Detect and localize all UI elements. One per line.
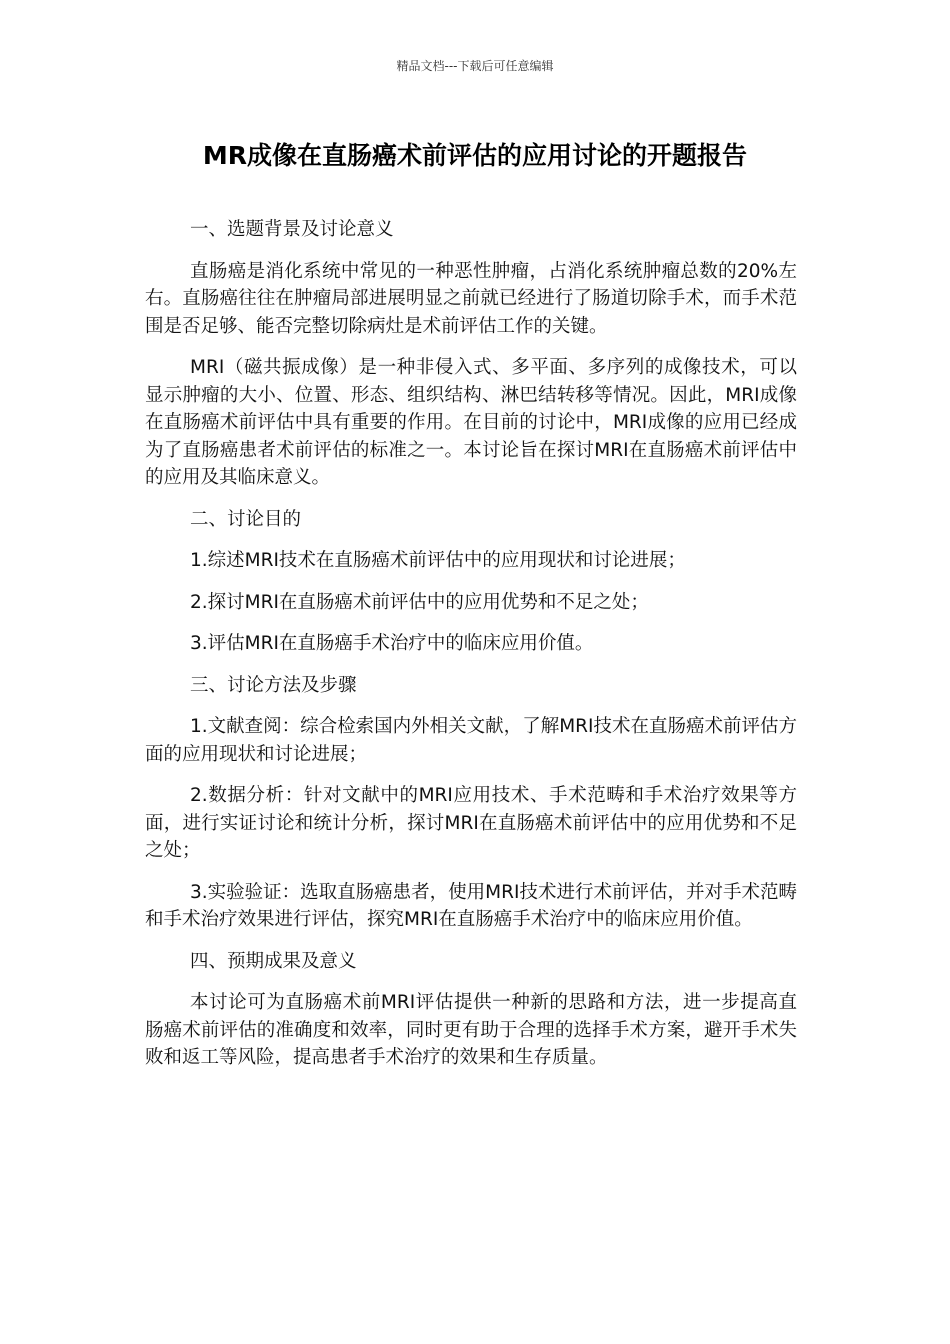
paragraph: 直肠癌是消化系统中常见的一种恶性肿瘤，占消化系统肿瘤总数的20%左右。直肠癌往往在肿瘤局部进展明显之前就已经进行了肠道切除手术，而手术范围是否足够、能否完整切除病灶是术前评估工作的关键。 [145, 260, 797, 337]
list-item: 2.探讨MRI在直肠癌术前评估中的应用优势和不足之处； [190, 591, 649, 613]
document-body [145, 216, 797, 1086]
section-heading-background: 一、选题背景及讨论意义 [190, 219, 394, 240]
section-heading-outcomes: 四、预期成果及意义 [190, 950, 357, 972]
list-item: 3.实验验证：选取直肠癌患者，使用MRI技术进行术前评估，并对手术范畴和手术治疗效果进行评估，探究MRI在直肠癌手术治疗中的临床应用价值。 [145, 881, 797, 930]
list-item: 3.评估MRI在直肠癌手术治疗中的临床应用价值。 [190, 633, 594, 654]
section-heading-methods: 三、讨论方法及步骤 [190, 674, 357, 696]
list-item: 1.综述MRI技术在直肠癌术前评估中的应用现状和讨论进展； [190, 550, 686, 571]
list-item: 2.数据分析：针对文献中的MRI应用技术、手术范畴和手术治疗效果等方面，进行实证讨论和统计分析，探讨MRI在直肠癌术前评估中的应用优势和不足之处； [145, 785, 797, 861]
paragraph: MRI（磁共振成像）是一种非侵入式、多平面、多序列的成像技术，可以显示肿瘤的大小、位置、形态、组织结构、淋巴结转移等情况。因此，MRI成像在直肠癌术前评估中具有重要的作用。在目前的讨论中，MRI成像的应用已经成为了直肠癌患者术前评估的标准之一。本讨论旨在探讨MRI在直肠癌术前评估中的应用及其临床意义。 [145, 357, 797, 488]
list-item: 1.文献查阅：综合检索国内外相关文献，了解MRI技术在直肠癌术前评估方面的应用现状和讨论进展； [145, 716, 797, 765]
page-header: 精品文档---下载后可任意编辑 [396, 59, 554, 73]
paragraph: 本讨论可为直肠癌术前MRI评估提供一种新的思路和方法，进一步提高直肠癌术前评估的准确度和效率，同时更有助于合理的选择手术方案，避开手术失败和返工等风险，提高患者手术治疗的效果和生存质量。 [145, 992, 797, 1068]
document-title: MR成像在直肠癌术前评估的应用讨论的开题报告 [202, 141, 748, 170]
section-heading-objectives: 二、讨论目的 [190, 508, 302, 530]
